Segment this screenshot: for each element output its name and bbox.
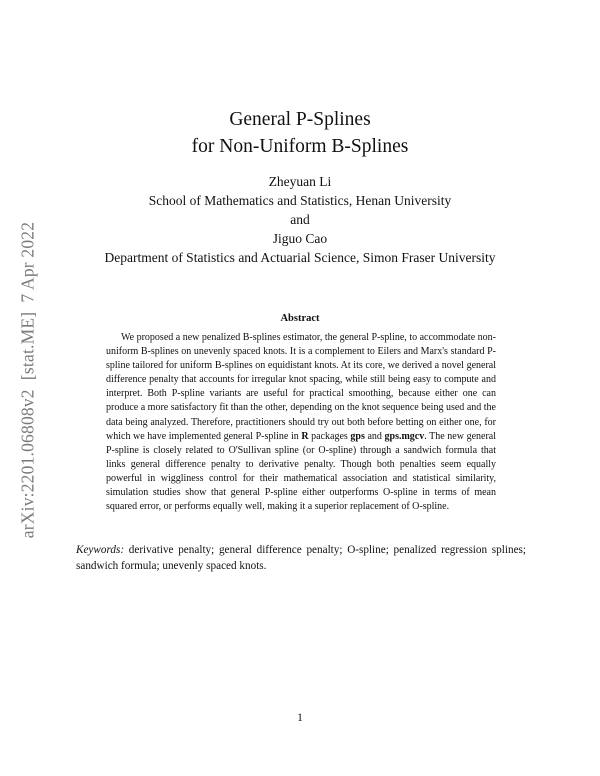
- author-block: [0, 172, 600, 267]
- abstract-package-gps: gps: [350, 430, 365, 442]
- title-line-2: for Non-Uniform B-Splines: [191, 136, 409, 157]
- author-affiliation-1: School of Mathematics and Statistics, Henan University: [148, 193, 452, 208]
- author-name-1: Zheyuan Li: [268, 174, 332, 189]
- abstract-lang-r: R: [301, 430, 309, 442]
- abstract-text-1: We proposed a new penalized B-splines estimator, the general P-spline, to accommodate non-uniform B-splines on unevenly spaced knots. It is a complement to Eilers and Marx's standard P-spline tailored for uniform B-splines on equidistant knots. At its core, we derived a novel general difference penalty that accounts for irregular knot spacing, while still being easy to compute and interpret. Both P-spline variants are useful for practical smoothing, because either one can produce a more satisfactory fit than the other, depending on the knot sequence being used and the data being analyzed. Therefore, practitioners should try out both before betting on either one, for which we have implemented general P-spline in: [106, 332, 496, 442]
- keywords-paragraph: [76, 542, 526, 574]
- author-name-2: Jiguo Cao: [272, 231, 328, 246]
- abstract-text-and: and: [364, 430, 385, 442]
- page-number: 1: [297, 712, 303, 724]
- abstract-heading: Abstract: [280, 313, 320, 324]
- author-affiliation-2: Department of Statistics and Actuarial Science, Simon Fraser University: [104, 250, 496, 265]
- abstract-body: [106, 331, 496, 514]
- abstract-text-packages: packages: [308, 430, 351, 442]
- keywords-label: Keywords:: [76, 544, 125, 556]
- paper-title: [0, 106, 600, 160]
- keywords-text: derivative penalty; general difference penalty; O-spline; penalized regression splines; sandwich formula; unevenly spaced knots.: [76, 544, 526, 572]
- title-line-1: General P-Splines: [229, 109, 371, 130]
- author-conjunction: and: [290, 212, 310, 227]
- abstract-package-gps-mgcv: gps.mgcv: [384, 430, 425, 442]
- abstract-text-2: . The new general P-spline is closely related to O'Sullivan spline (or O-spline) through a sandwich formula that links general difference penalty to derivative penalty. Though both penalties seem equally powerful in wiggliness control for their mathematical association and statistical similarity, simulation studies show that general P-spline either outperforms O-spline in terms of mean squared error, or performs equally well, making it a superior replacement of O-spline.: [106, 430, 496, 513]
- arxiv-stamp-text: arXiv:2201.06808v2 [stat.ME] 7 Apr 2022: [17, 221, 38, 539]
